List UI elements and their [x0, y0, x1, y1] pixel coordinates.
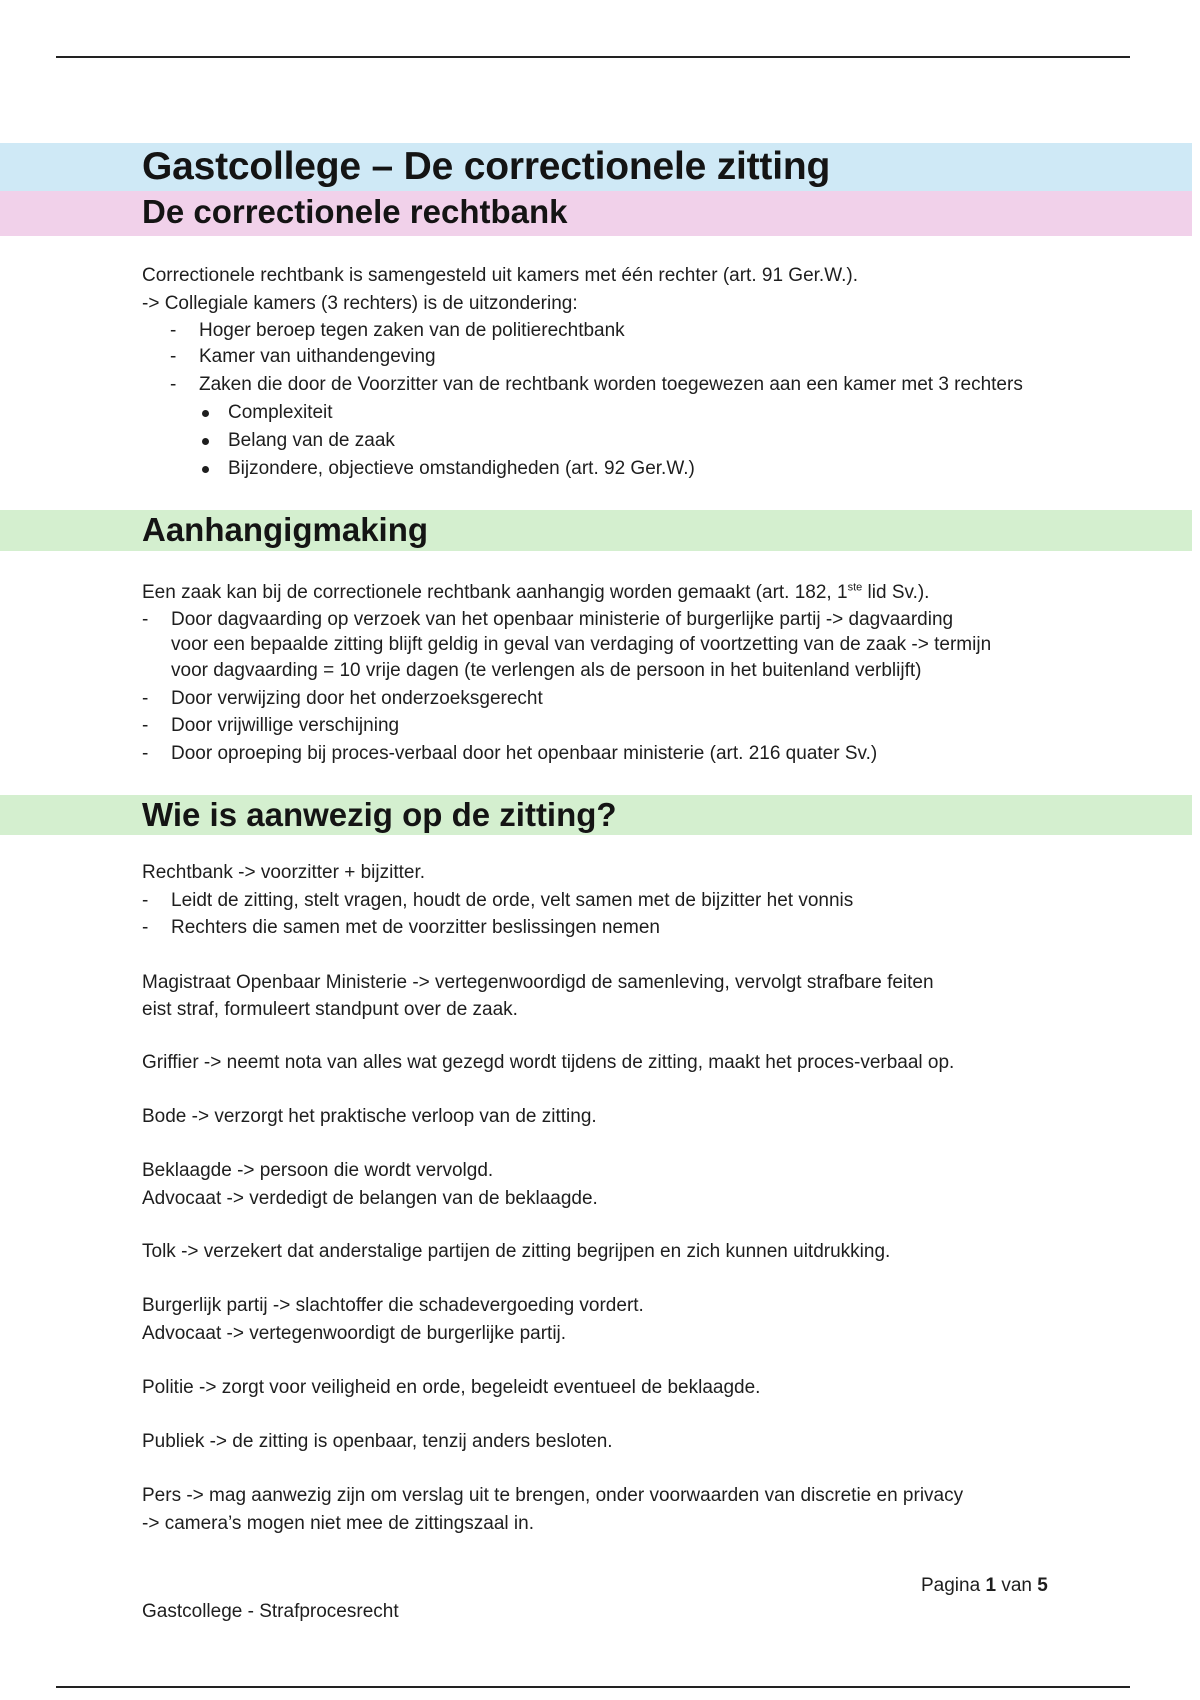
list-item-continuation: voor een bepaalde zitting blijft geldig in geval van verdaging of voortzetting van de zaak -> termijn — [171, 634, 992, 655]
list-item: Door verwijzing door het onderzoeksgerecht — [171, 688, 543, 709]
rechtbank-role: Rechtbank -> voorzitter + bijzitter. — [142, 862, 426, 883]
list-item: Door oproeping bij proces-verbaal door het openbaar ministerie (art. 216 quater Sv.) — [171, 743, 878, 764]
pers-role-cont: -> camera’s mogen niet mee de zittingszaal in. — [142, 1513, 534, 1534]
dash-marker: - — [142, 715, 149, 736]
list-item: Hoger beroep tegen zaken van de politierechtbank — [199, 320, 625, 341]
bode-role: Bode -> verzorgt het praktische verloop van de zitting. — [142, 1106, 597, 1127]
rechtbank-arrow-line: -> Collegiale kamers (3 rechters) is de uitzondering: — [142, 293, 578, 314]
list-item: Complexiteit — [228, 402, 333, 423]
publiek-role: Publiek -> de zitting is openbaar, tenzij anders besloten. — [142, 1431, 613, 1452]
heading-aanhangigmaking: Aanhangigmaking — [142, 511, 429, 548]
burgerlijk-partij-role: Burgerlijk partij -> slachtoffer die schadevergoeding vordert. — [142, 1295, 644, 1316]
magistraat-role: Magistraat Openbaar Ministerie -> vertegenwoordigd de samenleving, vervolgt strafbare feiten — [142, 972, 934, 993]
heading-correctionele-rechtbank: De correctionele rechtbank — [142, 193, 568, 230]
advocaat-partij-role: Advocaat -> vertegenwoordigt de burgerlijke partij. — [142, 1323, 567, 1344]
footer-rule — [56, 1686, 1130, 1688]
rechtbank-intro: Correctionele rechtbank is samengesteld uit kamers met één rechter (art. 91 Ger.W.). — [142, 265, 858, 286]
dash-marker: - — [142, 688, 149, 709]
dash-marker: - — [142, 609, 149, 630]
politie-role: Politie -> zorgt voor veiligheid en orde, begeleidt eventueel de beklaagde. — [142, 1377, 761, 1398]
heading-wie-is-aanwezig: Wie is aanwezig op de zitting? — [142, 796, 617, 833]
list-item: Zaken die door de Voorzitter van de rechtbank worden toegewezen aan een kamer met 3 rechters — [199, 374, 1023, 395]
list-item: Kamer van uithandengeving — [199, 346, 436, 367]
aanhangig-intro: Een zaak kan bij de correctionele rechtbank aanhangig worden gemaakt (art. 182, 1ste lid Sv.). — [142, 581, 930, 603]
list-item: Rechters die samen met de voorzitter beslissingen nemen — [171, 917, 660, 938]
tolk-role: Tolk -> verzekert dat anderstalige partijen de zitting begrijpen en zich kunnen uitdrukking. — [142, 1241, 891, 1262]
bullet-icon — [202, 410, 209, 417]
list-item-continuation: voor dagvaarding = 10 vrije dagen (te verlengen als de persoon in het buitenland verblijft) — [171, 660, 922, 681]
pers-role: Pers -> mag aanwezig zijn om verslag uit te brengen, onder voorwaarden van discretie en privacy — [142, 1485, 964, 1506]
header-rule — [56, 56, 1130, 58]
page-title: Gastcollege – De correctionele zitting — [142, 145, 831, 188]
dash-marker: - — [170, 320, 177, 341]
dash-marker: - — [170, 346, 177, 367]
list-item: Belang van de zaak — [228, 430, 395, 451]
page-number: Pagina 1 van 5 — [921, 1575, 1048, 1596]
griffier-role: Griffier -> neemt nota van alles wat gezegd wordt tijdens de zitting, maakt het proces-verbaal op. — [142, 1052, 955, 1073]
list-item: Door dagvaarding op verzoek van het openbaar ministerie of burgerlijke partij -> dagvaarding — [171, 609, 954, 630]
dash-marker: - — [142, 890, 149, 911]
footer-course: Gastcollege - Strafprocesrecht — [142, 1601, 399, 1622]
list-item: Leidt de zitting, stelt vragen, houdt de orde, velt samen met de bijzitter het vonnis — [171, 890, 854, 911]
bullet-icon — [202, 438, 209, 445]
advocaat-beklaagde-role: Advocaat -> verdedigt de belangen van de beklaagde. — [142, 1188, 598, 1209]
dash-marker: - — [142, 743, 149, 764]
beklaagde-role: Beklaagde -> persoon die wordt vervolgd. — [142, 1160, 494, 1181]
list-item: Door vrijwillige verschijning — [171, 715, 400, 736]
dash-marker: - — [170, 374, 177, 395]
bullet-icon — [202, 466, 209, 473]
dash-marker: - — [142, 917, 149, 938]
magistraat-role-cont: eist straf, formuleert standpunt over de zaak. — [142, 999, 518, 1020]
list-item: Bijzondere, objectieve omstandigheden (art. 92 Ger.W.) — [228, 458, 695, 479]
